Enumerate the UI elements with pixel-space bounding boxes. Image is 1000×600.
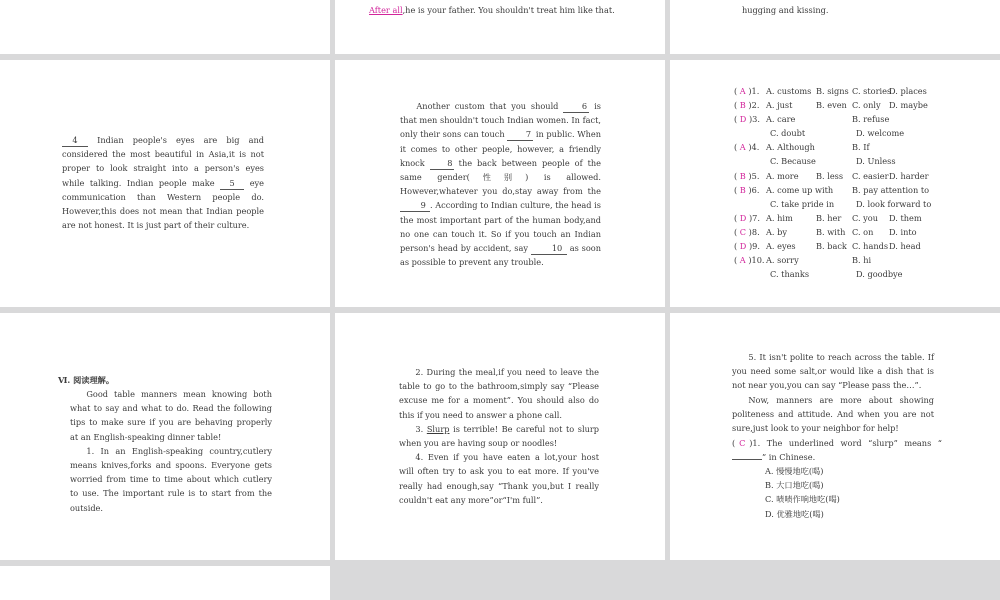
choice-option: C. only <box>852 100 881 111</box>
choice-number: ( B )5. <box>734 170 760 181</box>
choice-option: A. care <box>766 114 796 125</box>
choice-option: C. easier <box>852 170 889 181</box>
choice-number: ( B )2. <box>734 100 760 111</box>
choice-option: A. him <box>766 212 793 223</box>
page-bottom-left <box>0 566 330 600</box>
choice-number: ( D )9. <box>734 241 760 252</box>
page-reading-1 <box>0 313 330 560</box>
page-india-custom <box>335 60 665 307</box>
choice-option: A. sorry <box>766 255 799 266</box>
answer-mark: D <box>739 212 747 223</box>
underlined-phrase: After all <box>369 5 403 15</box>
answer-mark: D <box>739 114 747 125</box>
choice-option: D. into <box>889 226 917 237</box>
choice-list <box>734 84 974 281</box>
choice-option: C. stories <box>852 86 892 96</box>
paragraph: 2. During the meal,if you need to leave the table to go to the bathroom,simply say “Please excuse me for a moment”. You should also do this if you need to answer a phone call. <box>399 367 599 420</box>
choice-option: B. hi <box>852 255 872 266</box>
section-heading: Ⅵ. 阅读理解。 <box>58 375 115 385</box>
choice-option: A. by <box>766 226 787 237</box>
choice-row <box>734 239 974 253</box>
choice-row <box>734 197 974 211</box>
choice-number: ( A )1. <box>734 86 760 96</box>
text-line: ,he is your father. You shouldn't treat him like that. <box>402 5 615 15</box>
option-b: B. 大口地吃(喝) <box>765 480 824 491</box>
choice-row <box>734 183 974 197</box>
choice-option: C. you <box>852 212 879 223</box>
choice-option: B. less <box>816 170 844 181</box>
passage-text: Indian people's eyes are big and considered the most beautiful in Asia,it is not proper to look straight into a person's eyes while talking. Indian people make <box>62 135 264 188</box>
answer-mark: B <box>739 100 746 111</box>
choice-row <box>734 253 974 267</box>
passage-text: is that men shouldn't touch Indian women. In fact, only their sons can touch <box>400 101 602 140</box>
passage-text: . According to Indian culture, the head is the most important part of the human body,and no one can touch it. So if you touch an Indian person's head by accident, say <box>400 200 601 254</box>
blank-10: 10 <box>531 243 567 255</box>
choice-option: B. even <box>816 100 847 111</box>
choice-option: B. If <box>852 142 870 153</box>
answer-mark: A <box>739 255 746 266</box>
choice-option: C. take pride in <box>770 198 835 209</box>
choice-number: ( A )4. <box>734 142 760 153</box>
choice-number: ( A )10. <box>734 255 765 266</box>
choice-option: D. maybe <box>889 100 928 111</box>
choice-option: B. back <box>816 241 847 252</box>
question: ( C )1. The underlined word “slurp” means “” in Chinese. <box>732 438 942 463</box>
choice-option: A. come up with <box>766 184 834 195</box>
choice-option: D. look forward to <box>856 198 932 209</box>
choice-option: D. Unless <box>856 156 896 167</box>
answer-mark: A <box>739 86 746 96</box>
choice-option: C. Because <box>770 156 816 167</box>
choice-row <box>734 84 974 98</box>
passage-text: Another custom that you should <box>416 101 559 111</box>
page-answer-choices <box>670 60 1000 307</box>
page-reading-2 <box>335 313 665 560</box>
answer-blank <box>732 459 762 460</box>
choice-row <box>734 154 974 168</box>
page-india-eyes <box>0 60 330 307</box>
choice-option: A. eyes <box>766 241 796 252</box>
choice-option: C. on <box>852 226 874 237</box>
blank-4: 4 <box>62 135 88 147</box>
choice-row <box>734 225 974 239</box>
choice-number: ( D )7. <box>734 212 760 223</box>
choice-option: C. hands <box>852 241 889 252</box>
paragraph: 5. It isn't polite to reach across the table. If you need some salt,or would like a dish that is not near you,you can say “Please pass the…”. <box>732 352 934 391</box>
choice-option: A. Although <box>766 142 815 153</box>
page-top-right <box>670 0 1000 54</box>
page-top-left <box>0 0 330 54</box>
choice-option: C. thanks <box>770 269 810 280</box>
choice-option: A. more <box>766 170 799 181</box>
choice-option: B. refuse <box>852 114 890 125</box>
blank-7: 7 <box>507 129 533 141</box>
answer-mark: A <box>739 142 746 153</box>
answer-mark: D <box>739 241 747 252</box>
underlined-word: Slurp <box>426 423 450 434</box>
choice-number: ( B )6. <box>734 184 760 195</box>
paragraph: 1. In an English-speaking country,cutlery means knives,forks and spoons. Everyone gets worried from time to time about which cutlery to use. The important rule is to start from the outside. <box>70 445 272 513</box>
option-d: D. 优雅地吃(喝) <box>765 508 824 519</box>
page-top-middle <box>335 0 665 54</box>
choice-row <box>734 140 974 154</box>
paragraph: Now, manners are more about showing politeness and attitude. And when you are not sure,just look to your neighbor for help! <box>732 394 934 434</box>
blank-6: 6 <box>563 101 589 113</box>
passage-text: eye communication than Western people do. However,this does not mean that Indian people are not honest. It is just part of their culture. <box>62 177 265 231</box>
option-a: A. 慢慢地吃(喝) <box>765 466 824 476</box>
choice-row <box>734 112 974 126</box>
choice-option: C. doubt <box>770 128 806 139</box>
choice-row <box>734 126 974 140</box>
choice-row <box>734 98 974 112</box>
choice-row <box>734 169 974 183</box>
choice-row <box>734 211 974 225</box>
passage-text: in public. When it comes to other people, however, a friendly knock <box>400 129 602 168</box>
choice-option: A. customs <box>766 86 812 96</box>
blank-9: 9 <box>400 200 430 212</box>
choice-option: D. harder <box>889 170 929 181</box>
choice-number: ( C )8. <box>734 226 760 237</box>
paragraph: 4. Even if you have eaten a lot,your host will often try to ask you to eat more. If you've really had enough,say “Thank you,but I really couldn't eat any more”or“I'm full”. <box>399 452 599 505</box>
answer-mark: C <box>739 226 747 237</box>
choice-option: D. them <box>889 212 922 223</box>
choice-option: B. with <box>816 226 846 237</box>
answer-mark: B <box>739 184 746 195</box>
paragraph: 3. Slurp is terrible! Be careful not to slurp when you are having soup or noodles! <box>399 423 600 449</box>
choice-option: D. goodbye <box>856 269 903 280</box>
blank-8: 8 <box>430 158 454 170</box>
choice-number: ( D )3. <box>734 114 760 125</box>
answer-mark: C <box>739 438 746 448</box>
choice-row <box>734 267 974 281</box>
passage-text: as soon as possible to prevent any trouble. <box>400 243 601 268</box>
option-c: C. 啧啧作响地吃(喝) <box>765 494 840 505</box>
text-line: hugging and kissing. <box>742 5 829 15</box>
choice-option: D. head <box>889 241 921 252</box>
paragraph: Good table manners mean knowing both what to say and what to do. Read the following tips to make sure if you are behaving properly at an English-speaking dinner table! <box>70 389 272 442</box>
page-reading-3 <box>670 313 1000 560</box>
passage-text: the back between people of the same gender(性别) is allowed. However,whatever you do,stay away from the <box>400 157 601 197</box>
choice-option: B. her <box>816 212 842 223</box>
choice-option: D. places <box>889 86 927 96</box>
choice-option: A. just <box>766 100 793 111</box>
choice-option: B. pay attention to <box>852 184 930 195</box>
blank-5: 5 <box>220 178 244 190</box>
choice-option: D. welcome <box>856 128 905 139</box>
choice-option: B. signs <box>816 86 849 96</box>
answer-mark: B <box>739 170 746 181</box>
